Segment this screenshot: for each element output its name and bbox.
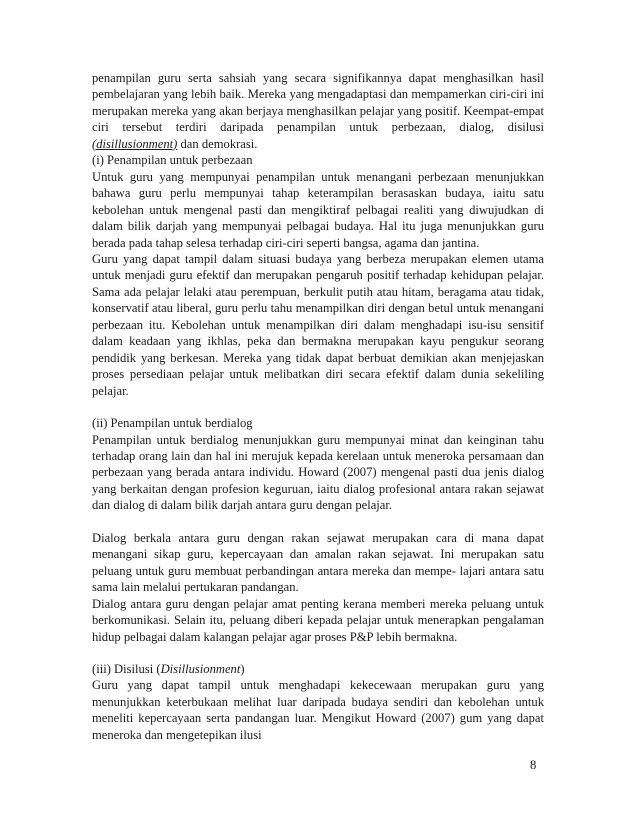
section-1-paragraph-2: Guru yang dapat tampil dalam situasi budaya yang berbeza merupakan elemen utama untuk menjadi guru efektif dan merupakan pengaruh positif terhadap kehidupan pelajar. Sama ada pelajar lelaki atau perempuan, berkulit putih atau hitam, beragama atau tidak, konservatif atau liberal, guru perlu tahu menampilkan diri dengan betul untuk menangani perbezaan itu. Kebolehan untuk menampilkan diri dalam menghadapi isu-isu sensitif dalam keadaan yang ikhlas, peka dan bermakna merupakan kayu pengukur seorang pendidik yang berkesan. Mereka yang tidak dapat berbuat demikian akan menjejaskan proses persediaan pelajar untuk melibatkan diri secara efektif dalam dunia sekeliling pelajar. — [92, 251, 544, 398]
section-2-paragraph-2: Dialog berkala antara guru dengan rakan sejawat merupakan cara di mana dapat menangani sikap guru, kepercayaan dan amalan rakan sejawat. Ini merupakan satu peluang untuk guru membuat perbandingan antara mereka dan mempe- lajari antara satu sama lain melalui pertukaran pandangan. — [92, 530, 544, 595]
paragraph-gap — [92, 514, 544, 530]
paragraph-gap — [92, 645, 544, 661]
section-3-heading — [92, 661, 544, 677]
disillusionment-term: (disillusionment) — [92, 136, 178, 151]
page-number: 8 — [530, 758, 537, 772]
section-2-paragraph-3: Dialog antara guru dengan pelajar amat penting kerana memberi mereka peluang untuk berkomunikasi. Selain itu, peluang diberi kepada pelajar untuk menerapkan pengalaman hidup pelbagai dalam kalangan pelajar agar proses P&P lebih bermakna. — [92, 596, 544, 644]
intro-paragraph — [92, 70, 544, 152]
intro-text-end: dan demokrasi. — [177, 136, 258, 151]
section-3-heading-text: (iii) Disilusi ( — [92, 661, 161, 676]
section-3-paragraph-1: Guru yang dapat tampil untuk menghadapi kekecewaan merupakan guru yang menunjukkan keterbukaan melihat luar daripada budaya sendiri dan kebolehan untuk meneliti kepercayaan serta pandangan luar. Mengikut Howard (2007) gum yang dapat meneroka dan mengetepikan ilusi — [92, 678, 544, 742]
section-2-heading: (ii) Penampilan untuk berdialog — [92, 416, 253, 431]
section-1-paragraph-1: Untuk guru yang mempunyai penampilan untuk menangani perbezaan menunjukkan bahawa guru perlu mempunyai tahap keterampilan berasaskan budaya, iaitu satu kebolehan untuk mengenal pasti dan mengiktiraf pelbagai realiti yang diwujudkan di dalam bilik darjah yang mempunyai pelbagai budaya. Hal itu juga menunjukkan guru berada pada tahap selesa terhadap ciri-ciri seperti bangsa, agama dan jantina. — [92, 169, 544, 250]
section-3-heading-close: ) — [240, 661, 245, 676]
document-page — [92, 70, 544, 743]
section-3-heading-term: Disillusionment — [160, 661, 241, 676]
intro-text: penampilan guru serta sahsiah yang secara signifikannya dapat menghasilkan hasil pembelajaran yang lebih baik. Mereka yang mengadaptasi dan mempamerkan ciri-ciri ini merupakan mereka yang akan berjaya menghasilkan pelajar yang positif. Keempat-empat ciri tersebut terdiri daripada penampilan untuk perbezaan, dialog, disilusi — [92, 71, 544, 135]
paragraph-gap — [92, 399, 544, 415]
section-2-paragraph-1: Penampilan untuk berdialog menunjukkan guru mempunyai minat dan keinginan tahu terhadap orang lain dan hal ini merujuk kepada kerelaan untuk meneroka persamaan dan perbezaan yang berada antara individu. Howard (2007) mengenal pasti dua jenis dialog yang berkaitan dengan profesion keguruan, iaitu dialog profesional antara rakan sejawat dan dialog di dalam bilik darjah antara guru dengan pelajar. — [92, 432, 544, 513]
section-1-heading: (i) Penampilan untuk perbezaan — [92, 153, 253, 168]
